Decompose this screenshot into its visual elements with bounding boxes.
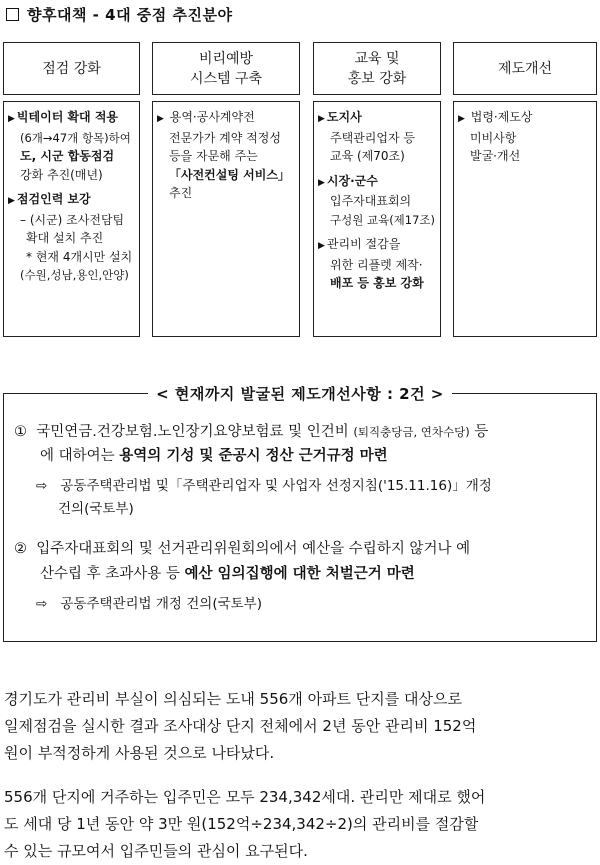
text-line: * 현재 4개시만 설치 [26,249,133,264]
bullet-staffing: ▶ 점검인력 보강 [8,192,91,206]
text-line: 추진 [169,186,193,200]
triangle-bullet-icon: ▶ [8,196,15,206]
issue-1-line-2: 에 대하여는 용역의 기성 및 준공시 정산 근거규정 마련 [40,448,388,464]
content-inspection [3,101,140,337]
bullet-leaflet: ▶ 관리비 절감을 [318,237,401,251]
content-system-improvement [453,101,597,337]
paragraph-1-line-3: 원이 부적정하게 사용된 것으로 나타났다. [4,744,275,762]
issue-1-sub-2: 건의(국토부) [58,501,134,517]
text-line: 도, 시군 합동점검 [20,149,115,163]
section-title: 향후대책 - 4대 중점 추진분야 [6,4,232,25]
text-line: 교육 (제70조) [330,149,405,163]
text-line: 입주자대표회의 [330,194,412,208]
content-prevention-system [152,101,300,337]
header-prevention-system: 비리예방 시스템 구축 [152,42,300,95]
hollow-arrow-icon: ⇨ [36,596,48,612]
paragraph-2-line-1: 556개 단지에 거주하는 입주민은 모두 234,342세대. 관리만 제대로 했어 [4,788,486,806]
triangle-bullet-icon: ▶ [458,114,465,124]
issue-2-line-2: 산수립 후 초과사용 등 예산 임의집행에 대한 처벌근거 마련 [40,566,415,582]
issue-2-line-1: ② 입주자대표회의 및 선거관리위원회의에서 예산을 수립하지 않거나 예 [14,541,471,557]
hollow-arrow-icon: ⇨ [36,478,48,494]
bullet-law-review: ▶ 법령·제도상 [458,110,533,124]
bullet-bigdata: ▶ 빅테이터 확대 적용 [8,110,119,124]
text-line: 확대 설치 추진 [26,231,104,245]
checkbox-square-icon [6,8,19,21]
text-line: 미비사항 [470,130,517,145]
text-line: 「사전컨설팅 서비스」 [169,167,290,182]
issue-1-sub-1: ⇨ 공동주택관리법 및「주택관리업자 및 사업자 선정지침('15.11.16)」개정 [36,478,492,494]
text-line: (수원,성남,용인,안양) [20,268,129,282]
triangle-bullet-icon: ▶ [318,114,325,124]
issue-1-line-1: ① 국민연금.건강보험.노인장기요양보험료 및 인건비 (퇴직충당금, 연차수당) 등 [14,424,489,440]
text-line: (6개→47개 항목)하여 [20,130,131,145]
paragraph-2-line-2: 도 세대 당 1년 동안 약 3만 원(152억÷234,342÷2)의 관리비를 절감할 [4,815,479,833]
header-inspection: 점검 강화 [3,42,140,95]
issue-2-sub-1: ⇨ 공동주택관리법 개정 건의(국토부) [36,596,262,612]
text-line: 전문가가 계약 적정성 [169,130,281,145]
triangle-bullet-icon: ▶ [8,114,15,124]
text-line: 배포 등 홍보 강화 [330,276,424,290]
issues-title: < 현재까지 발굴된 제도개선사항 : 2건 > [0,383,600,404]
header-system-improvement: 제도개선 [453,42,597,95]
text-line: – (시군) 조사전담팀 [20,212,125,227]
text-line: 등을 자문해 주는 [169,149,258,163]
triangle-bullet-icon: ▶ [318,241,325,251]
text-line: 강화 추진(매년) [20,167,103,182]
text-line: 발굴·개선 [470,149,521,163]
triangle-bullet-icon: ▶ [157,114,164,124]
content-education-promotion [313,101,441,337]
bullet-mayor: ▶ 시장·군수 [318,173,378,188]
text-line: 구성원 교육(제17조) [330,212,436,227]
paragraph-2-line-3: 수 있는 규모여서 입주민들의 관심이 요구된다. [4,842,308,860]
bullet-consulting: ▶ 용역·공사계약전 [157,110,255,124]
text-line: 주택관리업자 등 [330,130,415,145]
header-education-promotion: 교육 및 홍보 강화 [313,42,441,95]
paragraph-1-line-2: 일제점검을 실시한 결과 조사대상 단지 전체에서 2년 동안 관리비 152억 [4,717,477,735]
bullet-governor: ▶ 도지사 [318,110,362,124]
triangle-bullet-icon: ▶ [318,177,325,188]
paragraph-1-line-1: 경기도가 관리비 부실이 의심되는 도내 556개 아파트 단지를 대상으로 [4,690,463,708]
text-line: 위한 리플렛 제작· [330,257,423,272]
